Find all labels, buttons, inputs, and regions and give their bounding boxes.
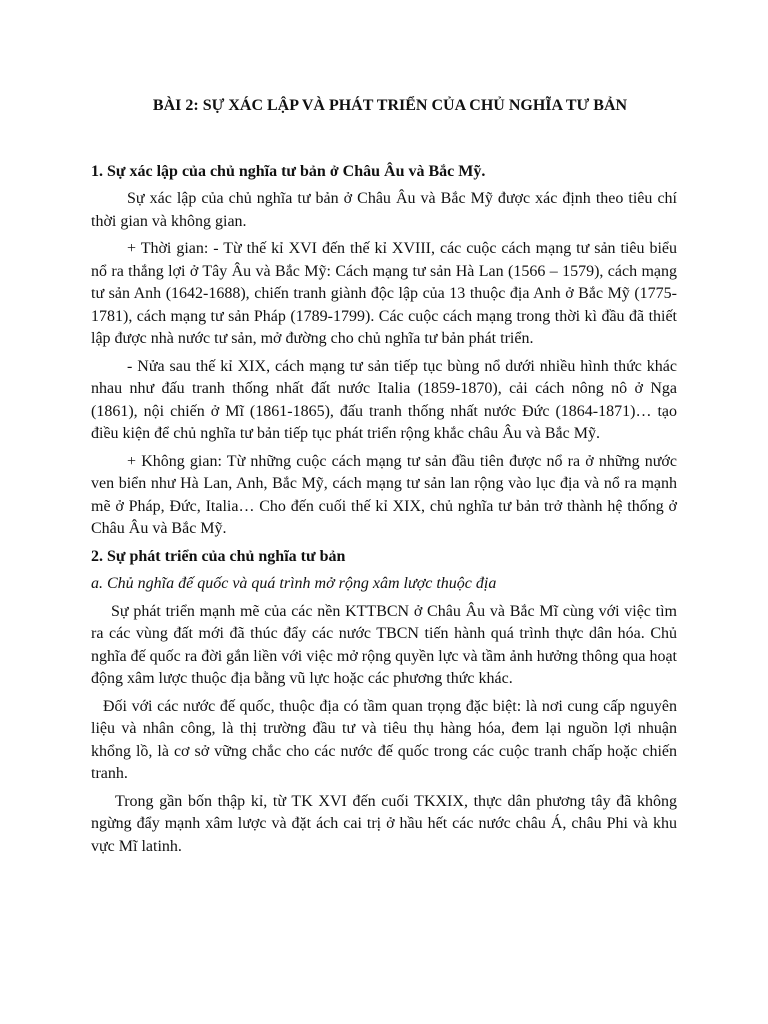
document-page xyxy=(91,95,677,863)
section-2-heading: 2. Sự phát triển của chủ nghĩa tư bản xyxy=(91,547,346,565)
section-2-paragraph-2: Đối với các nước đế quốc, thuộc địa có tầm quan trọng đặc biệt: là nơi cung cấp nguyên liệu và nhân công, là thị trường đầu tư và tiêu thụ hàng hóa, đem lại nguồn lợi nhuận khổng lồ, là cơ sở vững chắc cho các nước đế quốc trong các cuộc tranh chấp hoặc chiến tranh. xyxy=(91,697,677,782)
section-1-heading: 1. Sự xác lập của chủ nghĩa tư bản ở Châu Âu và Bắc Mỹ. xyxy=(91,162,486,180)
lesson-title: BÀI 2: SỰ XÁC LẬP VÀ PHÁT TRIỂN CỦA CHỦ NGHĨA TƯ BẢN xyxy=(152,97,628,114)
section-1-paragraph-space: + Không gian: Từ những cuộc cách mạng tư sản đầu tiên được nổ ra ở những nước ven biển như Hà Lan, Anh, Bắc Mỹ, cách mạng tư sản lan rộng vào lục địa và nổ ra mạnh mẽ ở Pháp, Đức, Italia… Cho đến cuối thế kỉ XIX, chủ nghĩa tư bản trở thành hệ thống ở Châu Âu và Bắc Mỹ. xyxy=(91,452,677,537)
section-2-paragraph-1: Sự phát triển mạnh mẽ của các nền KTTBCN ở Châu Âu và Bắc Mĩ cùng với việc tìm ra các vùng đất mới đã thúc đẩy các nước TBCN tiến hành quá trình thực dân hóa. Chủ nghĩa đế quốc ra đời gắn liền với việc mở rộng quyền lực và tầm ảnh hưởng thông qua hoạt động xâm lược thuộc địa bằng vũ lực hoặc các phương thức khác. xyxy=(91,602,677,687)
section-2-paragraph-3: Trong gần bốn thập kỉ, từ TK XVI đến cuối TKXIX, thực dân phương tây đã không ngừng đẩy mạnh xâm lược và đặt ách cai trị ở hầu hết các nước châu Á, châu Phi và khu vực Mĩ latinh. xyxy=(91,792,677,855)
section-1-paragraph-time: + Thời gian: - Từ thế kỉ XVI đến thế kỉ XVIII, các cuộc cách mạng tư sản tiêu biểu nổ ra thắng lợi ở Tây Âu và Bắc Mỹ: Cách mạng tư sản Hà Lan (1566 – 1579), cách mạng tư sản Anh (1642-1688), chiến tranh giành độc lập của 13 thuộc địa Anh ở Bắc Mỹ (1775-1781), cách mạng tư sản Pháp (1789-1799). Các cuộc cách mạng trong thời kì đầu đã thiết lập được nhà nước tư sản, mở đường cho chủ nghĩa tư bản phát triển. xyxy=(91,240,677,347)
section-1-paragraph-1: Sự xác lập của chủ nghĩa tư bản ở Châu Âu và Bắc Mỹ được xác định theo tiêu chí thời gian và không gian. xyxy=(91,190,677,230)
section-2a-subheading: a. Chủ nghĩa đế quốc và quá trình mở rộng xâm lược thuộc địa xyxy=(91,575,497,592)
section-1-paragraph-19th-century: - Nửa sau thế kỉ XIX, cách mạng tư sản tiếp tục bùng nổ dưới nhiều hình thức khác nhau như đấu tranh thống nhất đất nước Italia (1859-1870), cải cách nông nô ở Nga (1861), nội chiến ở Mĩ (1861-1865), đấu tranh thống nhất nước Đức (1864-1871)… tạo điều kiện để chủ nghĩa tư bản tiếp tục phát triển rộng khắc châu Âu và Bắc Mỹ. xyxy=(91,357,677,442)
